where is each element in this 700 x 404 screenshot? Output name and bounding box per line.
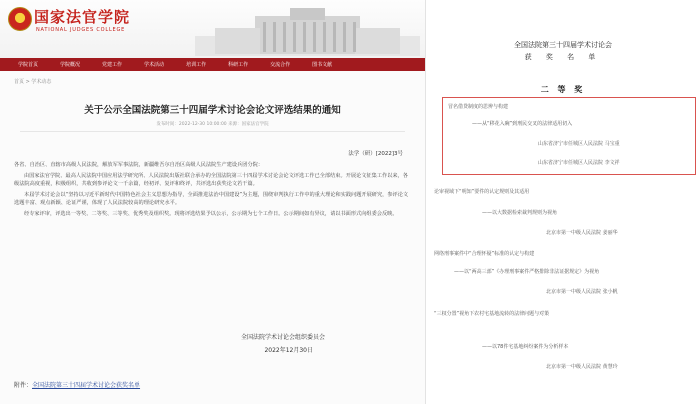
document-number: 法学（研）[2022]3号 — [348, 151, 403, 157]
site-banner — [0, 0, 425, 58]
signing-organization: 全国法院学术讨论会组织委员会 — [240, 334, 325, 341]
main-nav — [0, 58, 425, 71]
notice-body — [14, 161, 412, 221]
entry-author: 北京市第一中级人民法院 姜丽华 — [546, 230, 618, 236]
attachment-label: 附件： — [14, 382, 33, 389]
attachment-link[interactable]: 全国法院第三十四届学术讨论会获奖名单 — [32, 382, 141, 389]
nav-item-home[interactable]: 学院首页 — [18, 62, 39, 68]
entry-subtitle: ——从“移花入碗”到刑民交叉的法律适用切入 — [472, 121, 573, 127]
signing-date: 2022年12月30日 — [264, 347, 313, 354]
entry-title: 网络刑事案件中“合理怀疑”标准的认定与构建 — [434, 251, 535, 257]
paragraph-addressee: 各省、自治区、直辖市高级人民法院，解放军军事法院，新疆维吾尔自治区高级人民法院生产建设兵团分院： — [14, 162, 264, 168]
paragraph-result: 经专家评审，评选出一等奖、二等奖、三等奖、优秀奖及组织奖。现将评选结果予以公示，公示期为七个工作日。公示期间如有异议，请以书面形式向组委会反映。 — [24, 210, 398, 217]
site-logo-english: NATIONAL JUDGES COLLEGE — [36, 27, 126, 33]
building-illustration — [195, 6, 420, 56]
entry-author: 山东省济宁市任城区人民法院 马宝重 — [538, 141, 620, 147]
nav-item-library[interactable]: 图书文献 — [312, 62, 333, 68]
award-list-subheading: 获 奖 名 单 — [524, 53, 602, 61]
award-list-page — [426, 0, 700, 404]
court-emblem-icon — [8, 7, 32, 31]
publish-meta: 发布时间：2022-12-30 10:00:00 来源：国家法官学院 — [156, 122, 269, 127]
entry-subtitle: ——以78件宅基地纠纷案件为分析样本 — [482, 344, 569, 350]
nav-item-training[interactable]: 培训工作 — [186, 62, 207, 68]
nav-item-research[interactable]: 科研工作 — [228, 62, 249, 68]
page-title: 关于公示全国法院第三十四届学术讨论会论文评选结果的通知 — [84, 105, 341, 116]
entry-subtitle: ——以“两高三部”《办理刑事案件严格排除非法证据规定》为视角 — [454, 269, 600, 275]
entry-title: 冒名借贷制度的思辨与构建 — [448, 104, 509, 110]
nav-item-academic[interactable]: 学术活动 — [144, 62, 165, 68]
nav-item-exchange[interactable]: 交流合作 — [270, 62, 291, 68]
paragraph-intro: 由国家法官学院、最高人民法院中国应用法学研究所、人民法院出版社联合承办的全国法院第三十四届学术讨论会论文评选工作已全部结束。开展论文征集工作以来，各级法院高度重视，积极组织，共收到参评论文一千余篇，经初评、复评和终评，共评选出获奖论文若干篇。 — [14, 172, 408, 188]
paragraph-theme: 本届学术讨论会以“坚持以习近平新时代中国特色社会主义思想为指导，全面推进法治中国建设”为主题，围绕审判执行工作中的重大理论和实践问题开展研究，参评论文选题丰富、观点新颖、论证严谨，体现了人民法院较高的理论研究水平。 — [14, 191, 409, 207]
nav-item-overview[interactable]: 学院概况 — [60, 62, 81, 68]
entry-title: “三权分置”视角下农村宅基地流转的法律问题与对策 — [434, 311, 550, 317]
prize-level-heading: 二 等 奖 — [540, 85, 586, 94]
entry-title: 论审视域下“明知”要件的认定规则及其适用 — [434, 189, 530, 195]
award-list-heading: 全国法院第三十四届学术讨论会 — [514, 41, 612, 49]
site-logo[interactable]: 国家法官学院 — [34, 8, 131, 26]
entry-author: 北京市第一中级人民法院 黄慧玲 — [546, 364, 618, 370]
breadcrumb[interactable]: 首页 > 学术动态 — [14, 79, 52, 85]
nav-item-party[interactable]: 党建工作 — [102, 62, 123, 68]
divider — [20, 131, 405, 132]
entry-author: 山东省济宁市任城区人民法院 李文祥 — [538, 160, 620, 166]
entry-author: 北京市第一中级人民法院 张小帆 — [546, 289, 618, 295]
entry-subtitle: ——以大数据检索裁判规则为视角 — [482, 210, 558, 216]
attachment — [14, 380, 140, 389]
